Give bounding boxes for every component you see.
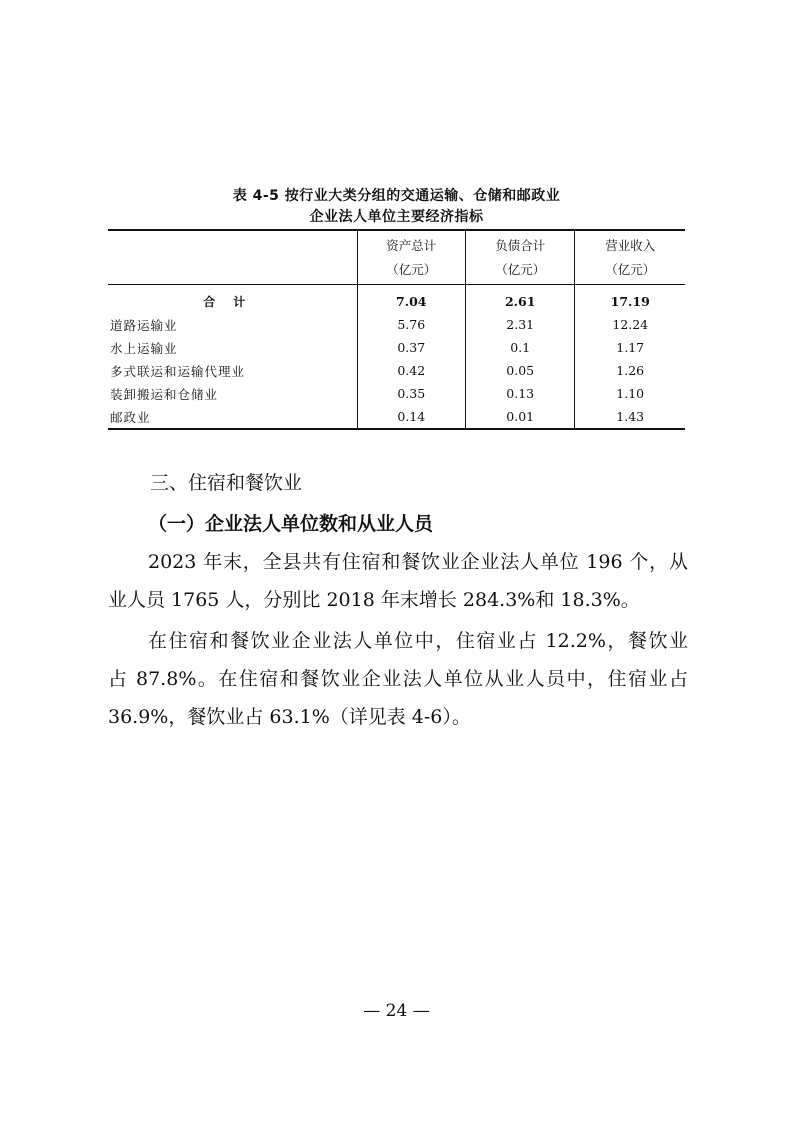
table-title-line2: 企业法人单位主要经济指标 bbox=[309, 209, 484, 225]
paragraph-line: 占 87.8%。在住宿和餐饮业企业法人单位从业人员中，住宿业占 bbox=[108, 668, 688, 690]
row-label: 道路运输业 bbox=[110, 317, 178, 333]
unit-blank bbox=[108, 257, 357, 285]
table-row bbox=[108, 313, 685, 336]
page-number: — 24 — bbox=[363, 1001, 430, 1021]
paragraph-2 bbox=[108, 622, 688, 736]
economic-indicators-table bbox=[108, 229, 685, 430]
table-row bbox=[108, 359, 685, 382]
unit-liabilities: （亿元） bbox=[465, 257, 574, 285]
sub-heading: （一）企业法人单位数和从业人员 bbox=[148, 513, 434, 535]
cell-assets: 5.76 bbox=[357, 313, 465, 336]
row-label: 邮政业 bbox=[108, 405, 357, 429]
cell-liabilities: 0.13 bbox=[465, 382, 574, 405]
table-row bbox=[108, 405, 685, 429]
row-label: 装卸搬运和仓储业 bbox=[110, 386, 219, 402]
cell-revenue: 1.17 bbox=[575, 336, 685, 359]
cell-liabilities: 0.1 bbox=[465, 336, 574, 359]
paragraph-line: 业人员 1765 人，分别比 2018 年末增长 284.3%和 18.3%。 bbox=[108, 589, 640, 611]
table-unit-row bbox=[108, 257, 685, 285]
cell-revenue: 17.19 bbox=[575, 285, 685, 314]
header-liabilities: 负债合计 bbox=[465, 230, 574, 257]
paragraph-line: 36.9%，餐饮业占 63.1%（详见表 4-6）。 bbox=[108, 706, 471, 728]
cell-revenue: 1.26 bbox=[575, 359, 685, 382]
table-header-row bbox=[108, 230, 685, 257]
cell-liabilities: 0.01 bbox=[465, 405, 574, 429]
row-label: 合计 bbox=[203, 294, 264, 309]
cell-assets: 0.35 bbox=[357, 382, 465, 405]
unit-assets: （亿元） bbox=[357, 257, 465, 285]
row-label: 多式联运和运输代理业 bbox=[110, 363, 246, 379]
header-assets: 资产总计 bbox=[357, 230, 465, 257]
row-label: 水上运输业 bbox=[110, 340, 178, 356]
cell-liabilities: 2.31 bbox=[465, 313, 574, 336]
cell-assets: 0.14 bbox=[357, 405, 465, 429]
paragraph-1 bbox=[108, 543, 688, 619]
section-heading: 三、住宿和餐饮业 bbox=[150, 472, 303, 494]
table-row bbox=[108, 382, 685, 405]
header-blank bbox=[108, 230, 357, 257]
table-title-line1: 表 4-5 按行业大类分组的交通运输、仓储和邮政业 bbox=[232, 188, 561, 204]
table-row bbox=[108, 336, 685, 359]
cell-liabilities: 2.61 bbox=[465, 285, 574, 314]
cell-revenue: 1.10 bbox=[575, 382, 685, 405]
cell-revenue: 12.24 bbox=[575, 313, 685, 336]
unit-revenue: （亿元） bbox=[575, 257, 685, 285]
cell-assets: 0.37 bbox=[357, 336, 465, 359]
cell-assets: 7.04 bbox=[357, 285, 465, 314]
paragraph-line: 2023 年末，全县共有住宿和餐饮业企业法人单位 196 个，从 bbox=[148, 551, 688, 573]
table-row-total bbox=[108, 285, 685, 314]
cell-assets: 0.42 bbox=[357, 359, 465, 382]
cell-revenue: 1.43 bbox=[575, 405, 685, 429]
cell-liabilities: 0.05 bbox=[465, 359, 574, 382]
paragraph-line: 在住宿和餐饮业企业法人单位中，住宿业占 12.2%，餐饮业 bbox=[148, 630, 688, 652]
header-revenue: 营业收入 bbox=[575, 230, 685, 257]
